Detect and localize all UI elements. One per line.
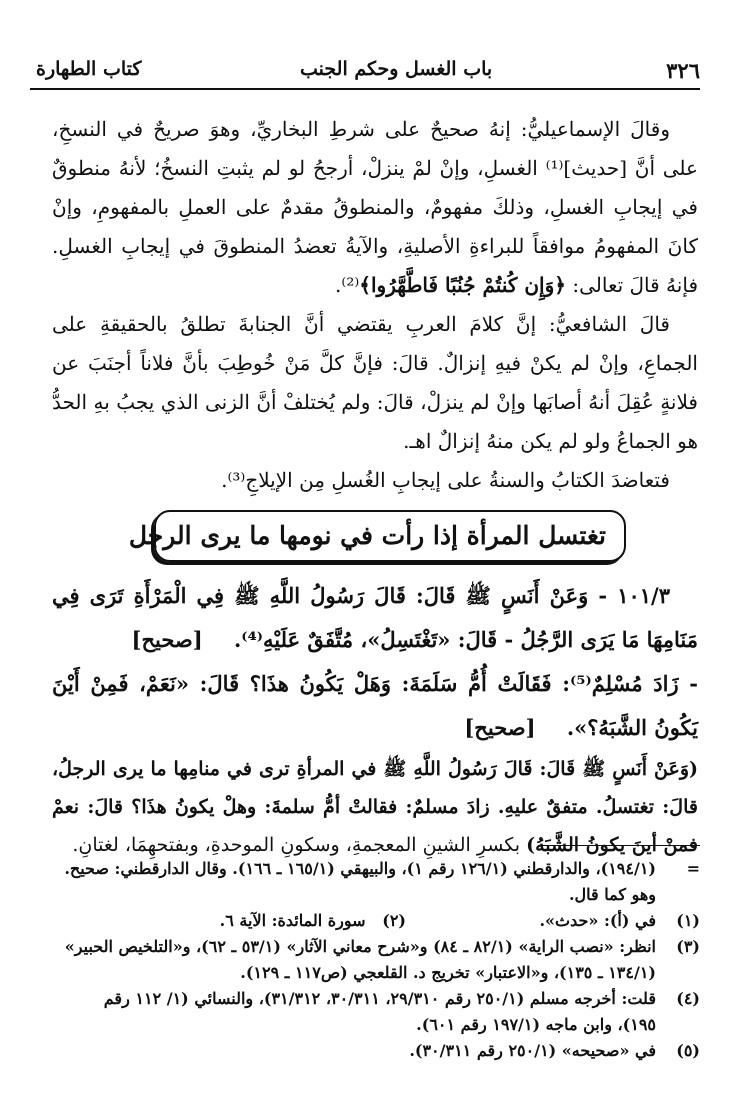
quran-footnote-ref: ⁽²⁾. (335, 273, 360, 297)
footnote-marker: (٥) (676, 1041, 700, 1060)
footnote-3 (60, 934, 700, 986)
paragraph-ismaili-text: وقالَ الإسماعيليُّ: إنهُ صحيحٌ على شرطِ البخاريِّ، وهوَ صريحٌ في النسخِ، على أنَّ [حديث]⁽¹⁾ الغسلِ، وإنْ لمْ ينزلْ، أرجحُ لو لم يثبتِ النسخُ؛ لأنهُ منطوقٌ في إيجابِ الغسلِ، وذلكَ مفهومٌ، والمنطوقُ مقدمٌ على العملِ بالمفهومِ، وإنْ كانَ المفهومُ موافقاً للبراءةِ الأصليةِ، والآيةُ تعضدُ المنطوقَ في إيجابِ الغسلِ. فإنهُ قالَ تعالى: (52, 117, 698, 297)
footnote-marker: (١) (676, 911, 700, 930)
footnote-text: (١٩٤/١)، والدارقطني (١٢٦/١ رقم ١)، والبيهقي (١٦٥/١ ـ ١٦٦). وقال الدارقطني: صحيح. وهو كما قال. (64, 859, 656, 904)
paragraph-ismaili (52, 110, 698, 305)
footnote-marker-2: (٢) (382, 911, 406, 930)
footnote-marker: = (686, 859, 700, 878)
footnote-marker: (٣) (676, 937, 700, 956)
page-number: ٣٢٦ (666, 58, 700, 83)
hadith-addition (52, 662, 698, 750)
explanation-quoted: (وَعَنْ أَنَسٍ ﷺ قَالَ: قَالَ رَسُولُ اللَّهِ ﷺ في المرأةِ ترى في منامِها ما يرى الرجلُ، قالَ: تغتسلُ. متفقٌ عليهِ. زادَ مسلمٌ: فقالتْ أمُّ سلمةَ: وهلْ يكونُ هذَا؟ قالَ: نعمْ فمنْ أينَ يكونُ الشَّبَهُ) (52, 758, 698, 856)
main-text (52, 110, 698, 864)
footnote-text-2: سورة المائدة: الآية ٦. (219, 911, 366, 930)
header-rule (30, 88, 700, 90)
footnote-text: انظر: «نصب الراية» (٨٢/١ ـ ٨٤) و«شرح معاني الآثار» (٥٣/١ ـ ٦٢)، و«التلخيص الحبير» (١٣٤/١ ـ ١٣٥)، و«الاعتبار» تخريج د. القلعجي (ص١١٧ ـ ١٢٩). (64, 937, 656, 982)
footnotes (60, 856, 700, 1064)
footnote-text: قلت: أخرجه مسلم (٢٥٠/١ رقم ٢٩/٣١٠، ٣٠/٣١١، ٣١/٣١٢)، والنسائي (١/ ١١٢ رقم ١٩٥)، وابن ماجه (١٩٧/١ رقم ٦٠١). (103, 989, 656, 1034)
section-title: تغتسل المرأة إذا رأت في نومها ما يرى الرجل (154, 510, 626, 562)
hadith-number: ١٠١/٣ (617, 583, 671, 608)
hadith-text (52, 574, 698, 662)
explanation-comment: بكسرِ الشينِ المعجمةِ، وسكونِ الموحدةِ، وبفتحهِمَا، لغتانِ. (72, 834, 527, 856)
footnote-marker: (٤) (676, 989, 700, 1008)
paragraph-shafii: قالَ الشافعيُّ: إنَّ كلامَ العربِ يقتضي أنَّ الجنابةَ تطلقُ بالحقيقةِ على الجماعِ، وإنْ لم يكنْ فيهِ إنزالٌ. قالَ: فإنَّ كلَّ مَنْ خُوطِبَ بأنَّ فلاناً أجنَبَ عن فلانةٍ عُقِلَ أنهُ أصابَها وإنْ لم ينزلْ، قالَ: ولم يُختلفْ أنَّ الزنى الذي يجبُ بهِ الحدُّ هو الجماعُ ولو لم يكن منهُ إنزالٌ اهـ. (52, 312, 698, 453)
footnote-5 (60, 1038, 700, 1064)
hadith-addition-text: - زَادَ مُسْلِمٌ⁽⁵⁾: فَقَالَتْ أُمُّ سَلَمَةَ: وَهَلْ يَكُونُ هذَا؟ قَالَ: «نَعَمْ، فَمِنْ أَيْنَ يَكُونُ الشَّبَهُ؟». (52, 671, 698, 740)
book-title: كتاب الطهارة (36, 58, 142, 80)
footnote-4 (60, 986, 700, 1038)
paragraph-conclusion: فتعاضدَ الكتابُ والسنةُ على إيجابِ الغُسلِ مِن الإيلاجِ⁽³⁾. (221, 468, 670, 492)
footnote-text: في (أ): «حدث». (539, 911, 656, 930)
footnote-text: في «صحيحه» (٢٥٠/١ رقم ٣٠/٣١١). (409, 1041, 656, 1060)
footnote-separator (540, 845, 700, 846)
quran-verse: ﴿وَإِن كُنتُمْ جُنُبًا فَاطَّهَّرُوا﴾ (359, 273, 566, 297)
running-header (30, 58, 700, 92)
hadith-grade: [صحيح] (131, 627, 203, 652)
footnote-1-2 (60, 908, 700, 934)
chapter-title: باب الغسل وحكم الجنب (300, 58, 493, 80)
explanation (52, 750, 698, 864)
hadith-addition-grade: [صحيح] (464, 715, 536, 740)
footnote-continuation (60, 856, 700, 908)
hadith-body: - وَعَنْ أَنَسٍ ﷺ قَالَ: قَالَ رَسُولُ اللَّهِ ﷺ فِي الْمَرْأَةِ تَرَى فِي مَنَامِهَا مَا يَرَى الرَّجُلُ - قَالَ: «تَغْتَسِلُ»، مُتَّفَقٌ عَلَيْهِ⁽⁴⁾. (52, 583, 698, 652)
